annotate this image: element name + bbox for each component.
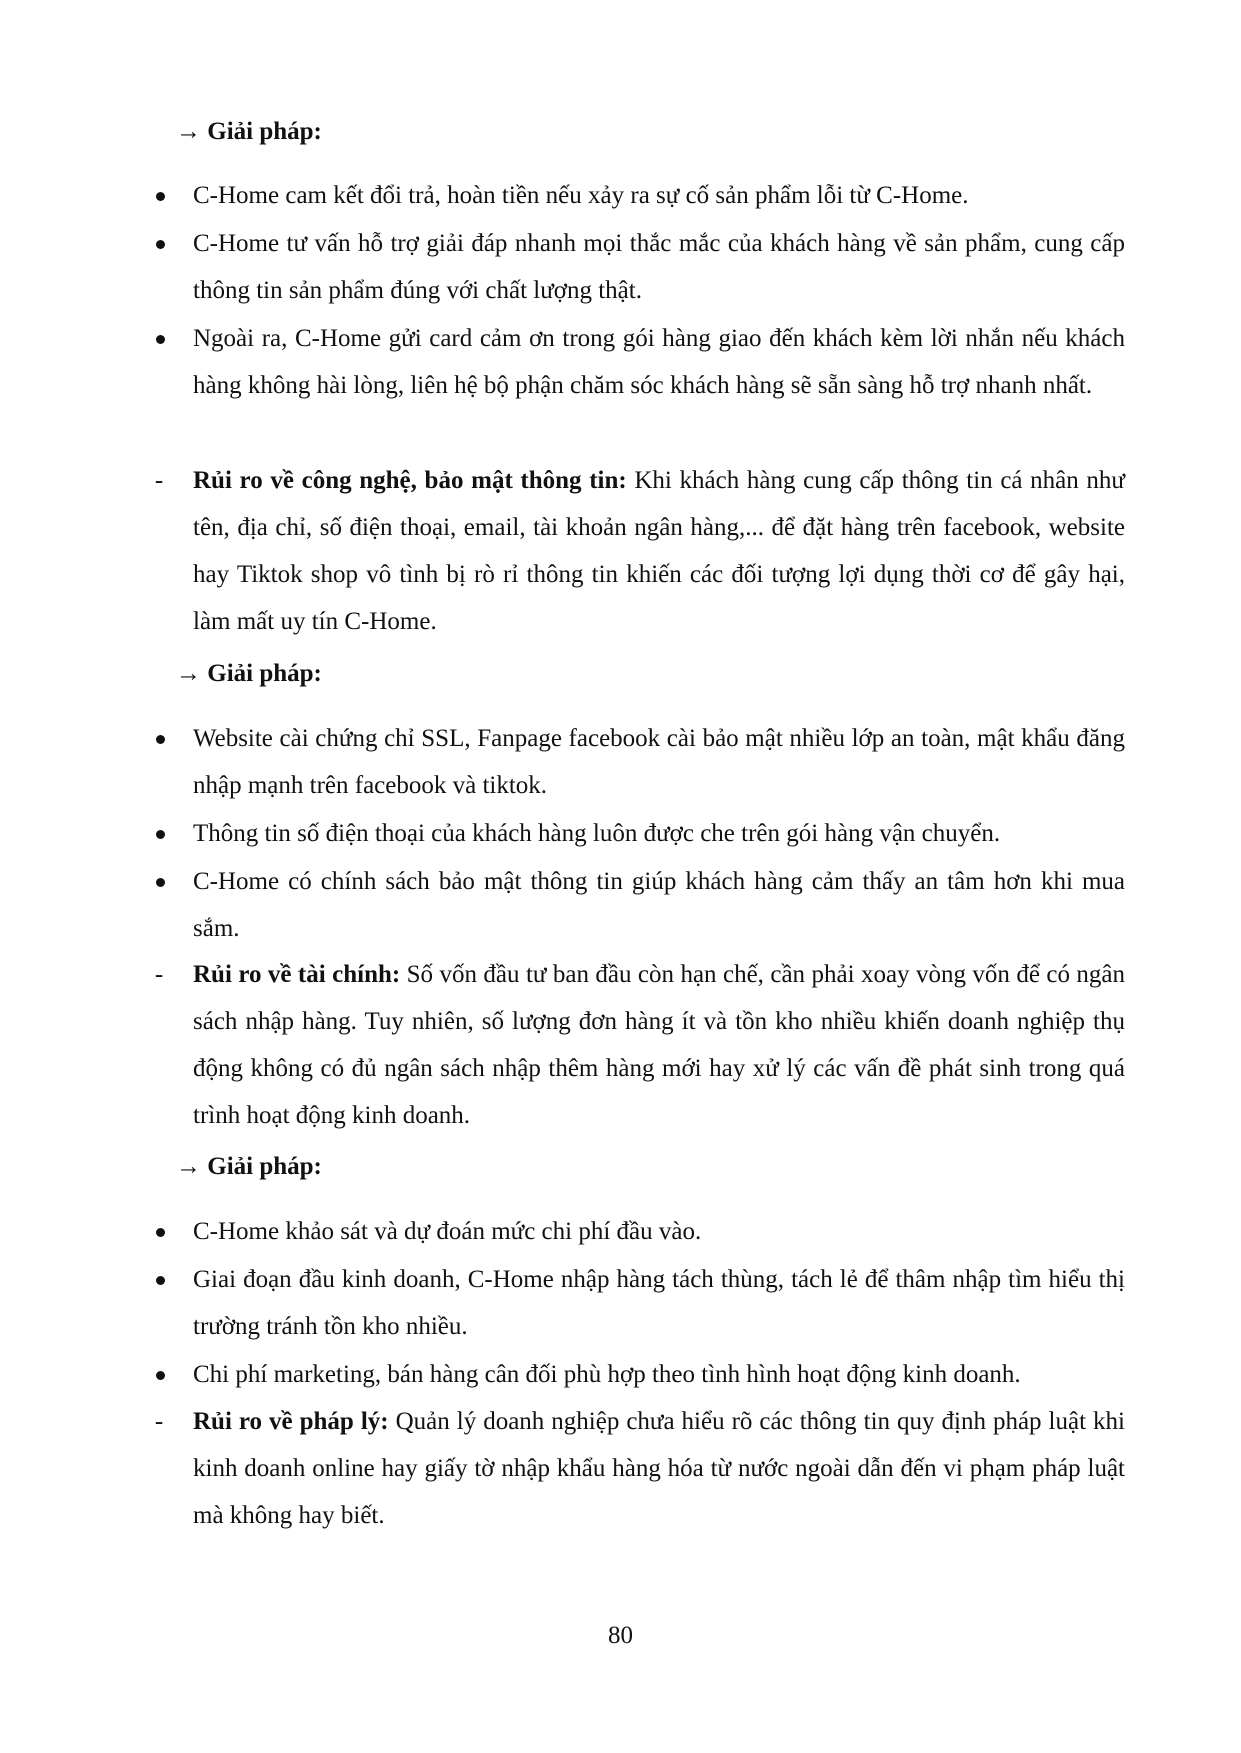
risk-paragraph (193, 1398, 1125, 1539)
bullet-icon (156, 1228, 165, 1237)
dash-marker: - (154, 467, 164, 494)
bullet-icon (156, 192, 165, 201)
bullet-icon (156, 1276, 165, 1285)
bullet-icon (156, 830, 165, 839)
risk-title: Rủi ro về tài chính: (193, 961, 401, 988)
bullet-text: C-Home khảo sát và dự đoán mức chi phí đầu vào. (193, 1218, 702, 1245)
bullet-text: Thông tin số điện thoại của khách hàng luôn được che trên gói hàng vận chuyển. (193, 820, 1001, 847)
risk-title: Rủi ro về công nghệ, bảo mật thông tin: (193, 467, 627, 494)
dash-marker: - (154, 961, 164, 988)
bullet-icon (156, 878, 165, 887)
bullet-text: Ngoài ra, C-Home gửi card cảm ơn trong gói hàng giao đến khách kèm lời nhắn nếu khách hàng không hài lòng, liên hệ bộ phận chăm sóc khách hàng sẽ sẵn sàng hỗ trợ nhanh nhất. (193, 325, 1125, 399)
bullet-text: C-Home tư vấn hỗ trợ giải đáp nhanh mọi thắc mắc của khách hàng về sản phẩm, cung cấp thông tin sản phẩm đúng với chất lượng thật. (193, 230, 1125, 304)
risk-text: Khi khách hàng cung cấp thông tin cá nhân như tên, địa chỉ, số điện thoại, email, tài khoản ngân hàng,... để đặt hàng trên facebook, website hay Tiktok shop vô tình bị rò rỉ thông tin khiến các đối tượng lợi dụng thời cơ để gây hại, làm mất uy tín C-Home. (193, 467, 1125, 635)
dash-marker: - (154, 1408, 164, 1435)
page-number: 80 (608, 1622, 633, 1649)
bullet-text: C-Home cam kết đổi trả, hoàn tiền nếu xảy ra sự cố sản phẩm lỗi từ C-Home. (193, 182, 969, 209)
bullet-icon (156, 735, 165, 744)
risk-text: Số vốn đầu tư ban đầu còn hạn chế, cần phải xoay vòng vốn để có ngân sách nhập hàng. Tuy nhiên, số lượng đơn hàng ít và tồn kho nhiều khiến doanh nghiệp thụ động không có đủ ngân sách nhập thêm hàng mới hay xử lý các vấn đề phát sinh trong quá trình hoạt động kinh doanh. (193, 961, 1125, 1129)
bullet-icon (156, 240, 165, 249)
bullet-icon (156, 1371, 165, 1380)
risk-title: Rủi ro về pháp lý: (193, 1408, 389, 1435)
risk-paragraph (193, 951, 1125, 1139)
risk-paragraph (193, 457, 1125, 645)
solution-heading: → Giải pháp: (176, 660, 322, 687)
solution-heading: → Giải pháp: (176, 118, 322, 145)
solution-heading: → Giải pháp: (176, 1153, 322, 1180)
bullet-icon (156, 335, 165, 344)
risk-text: Quản lý doanh nghiệp chưa hiểu rõ các thông tin quy định pháp luật khi kinh doanh online hay giấy tờ nhập khẩu hàng hóa từ nước ngoài dẫn đến vi phạm pháp luật mà không hay biết. (193, 1408, 1125, 1529)
bullet-text: Website cài chứng chỉ SSL, Fanpage facebook cài bảo mật nhiều lớp an toàn, mật khẩu đăng nhập mạnh trên facebook và tiktok. (193, 725, 1125, 799)
bullet-text: Chi phí marketing, bán hàng cân đối phù hợp theo tình hình hoạt động kinh doanh. (193, 1361, 1021, 1388)
bullet-text: Giai đoạn đầu kinh doanh, C-Home nhập hàng tách thùng, tách lẻ để thâm nhập tìm hiểu thị trường tránh tồn kho nhiều. (193, 1266, 1125, 1340)
bullet-text: C-Home có chính sách bảo mật thông tin giúp khách hàng cảm thấy an tâm hơn khi mua sắm. (193, 868, 1125, 942)
